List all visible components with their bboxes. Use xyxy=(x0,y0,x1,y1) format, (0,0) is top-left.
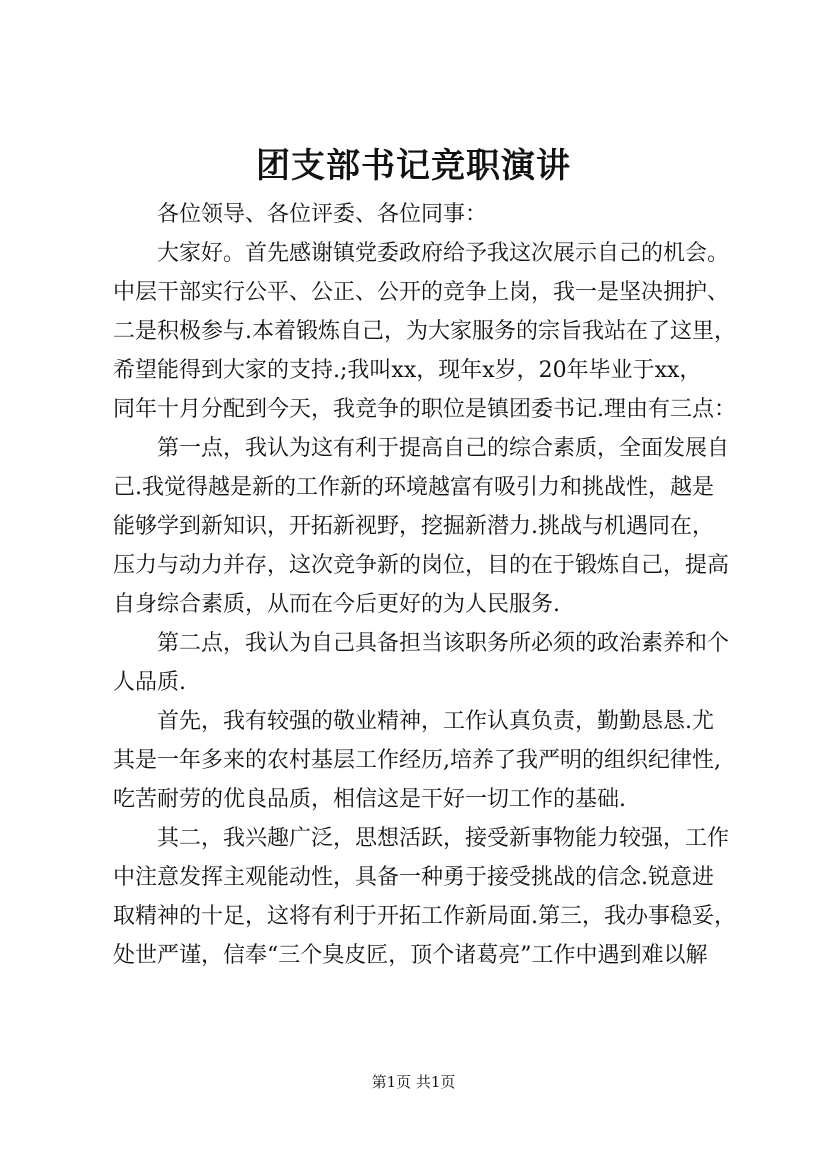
document-body xyxy=(113,195,745,975)
text-line: 同年十月分配到今天，我竞争的职位是镇团委书记.理由有三点： xyxy=(113,397,736,422)
page-footer: 第1页 共1页 xyxy=(371,1073,456,1091)
text-line: 处世严谨，信奉“三个臭皮匠，顶个诸葛亮”工作中遇到难以解 xyxy=(113,943,708,968)
text-line: 二是积极参与.本着锻炼自己，为大家服务的宗旨我站在了这里， xyxy=(113,319,736,344)
document-title: 团支部书记竞职演讲 xyxy=(256,146,571,186)
text-line: 第二点，我认为自己具备担当该职务所必须的政治素养和个 xyxy=(157,631,730,656)
text-line: 取精神的十足，这将有利于开拓工作新局面.第三，我办事稳妥， xyxy=(113,904,736,929)
text-line: 能够学到新知识，开拓新视野，挖掘新潜力.挑战与机遇同在， xyxy=(113,514,714,539)
text-line: 己.我觉得越是新的工作新的环境越富有吸引力和挑战性，越是 xyxy=(113,475,714,500)
text-line: 第一点，我认为这有利于提高自己的综合素质，全面发展自 xyxy=(157,436,730,461)
text-line: 人品质. xyxy=(113,670,186,695)
text-line: 中层干部实行公平、公正、公开的竞争上岗，我一是坚决拥护、 xyxy=(113,280,730,305)
text-line: 各位领导、各位评委、各位同事： xyxy=(157,202,488,227)
text-line: 大家好。首先感谢镇党委政府给予我这次展示自己的机会。 xyxy=(157,241,730,266)
text-line: 自身综合素质，从而在今后更好的为人民服务. xyxy=(113,592,560,617)
text-line: 首先，我有较强的敬业精神，工作认真负责，勤勤恳恳.尤 xyxy=(157,709,714,734)
text-line: 中注意发挥主观能动性，具备一种勇于接受挑战的信念.锐意进 xyxy=(113,865,714,890)
text-line: 吃苦耐劳的优良品质，相信这是干好一切工作的基础. xyxy=(113,787,626,812)
text-line: 希望能得到大家的支持.;我叫xx，现年x岁，20年毕业于xx， xyxy=(113,358,702,383)
text-line: 压力与动力并存，这次竞争新的岗位，目的在于锻炼自己，提高 xyxy=(113,553,730,578)
text-line: 其是一年多来的农村基层工作经历,培养了我严明的组织纪律性, xyxy=(113,748,721,773)
text-line: 其二，我兴趣广泛，思想活跃，接受新事物能力较强，工作 xyxy=(157,826,730,851)
